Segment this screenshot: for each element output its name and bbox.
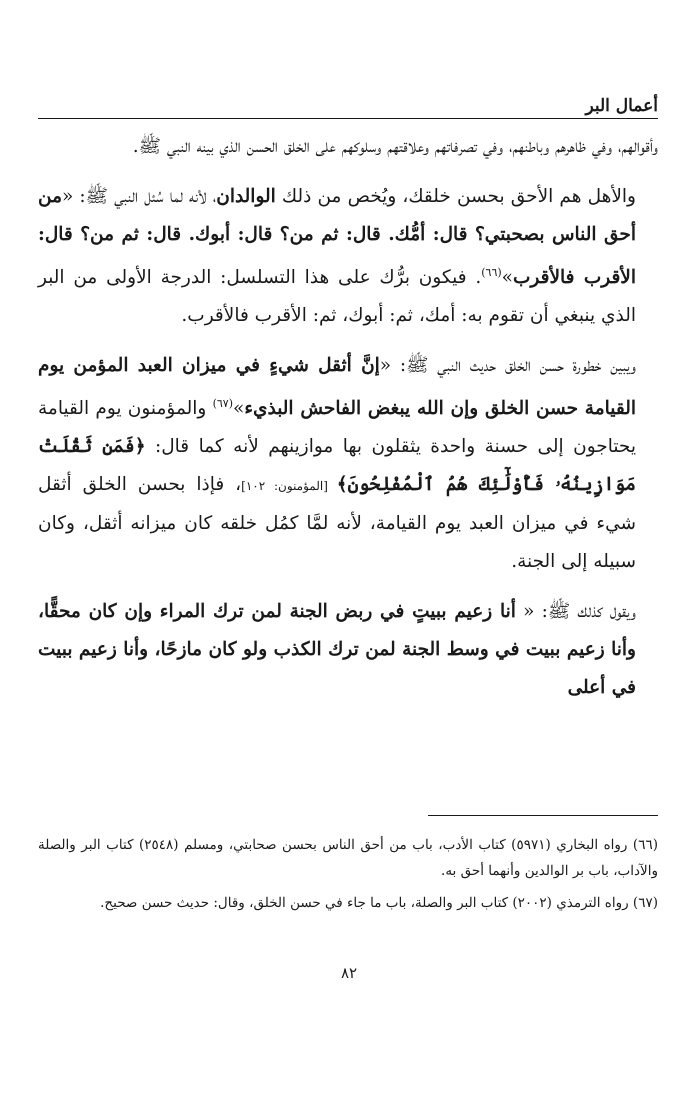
footnote-67: (٦٧) رواه الترمذي (٢٠٠٢) كتاب البر والصلة، باب ما جاء في حسن الخلق، وقال: حديث حسن صحيح. — [100, 895, 658, 911]
footnote-divider — [428, 815, 658, 816]
paragraph-1 — [38, 128, 658, 166]
paragraph-4 — [38, 593, 658, 707]
paragraph-2-text-2: ، لأنه لما سُئل النبي ﷺ: « — [62, 186, 217, 207]
page-number: ٨٢ — [340, 964, 358, 982]
hadith-heaviest-deed: إنَّ أثقل شيءٍ في ميزان العبد المؤمن يوم القيامة حسن الخلق وإن الله يبغض الفاحش البذيء — [38, 355, 636, 420]
verse-reference: [المؤمنون: ١٠٢] — [241, 479, 337, 494]
hadith-house-in-paradise: أنا زعيم ببيتٍ في ربض الجنة لمن ترك المراء وإن كان محقًّا، وأنا زعيم ببيت في وسط الجنة لمن ترك الكذب ولو كان مازحًا، وأنا زعيم ببيت في أعلى — [38, 601, 636, 699]
paragraph-3-text-4: ، فإذا بحسن الخلق أثقل شيء في ميزان العبد يوم القيامة، لأنه لمَّا كمُل خلقه كان ميزانه أثقل، وكان سبيله إلى الجنة. — [38, 474, 636, 573]
header-title: أعمال البر — [585, 96, 658, 116]
main-text — [38, 128, 658, 707]
paragraph-3 — [38, 347, 658, 581]
footnote-66: (٦٦) رواه البخاري (٥٩٧١) كتاب الأدب، باب من أحق الناس بحسن صحابتي، ومسلم (٢٥٤٨) كتاب البر والصلة والآداب، باب بر الوالدين وأنهما أحق به. — [38, 837, 658, 879]
paragraph-3-text-2: » — [232, 398, 245, 420]
paragraph-3-text-3: والمؤمنون يوم القيامة يحتاجون إلى حسنة واحدة يثقلون بها موازينهم لأنه كما قال: — [38, 398, 636, 458]
paragraph-4-text-1: ويقول كذلك ﷺ: « — [515, 601, 636, 623]
paragraph-3-text-1: ويبين خطورة حسن الخلق حديث النبي ﷺ: « — [379, 355, 636, 377]
paragraph-2-text-3: » — [501, 267, 513, 289]
quran-verse: ﴿فَمَن ثَقُلَتْ مَوَازِينُهُۥ فَأُوْلَٰٓئِكَ هُمُ ٱلْمُفْلِحُونَ﴾ — [38, 436, 636, 496]
footnote-marker-67: (٦٧) — [212, 397, 233, 411]
footnote-marker-66: (٦٦) — [481, 266, 502, 279]
footnotes — [38, 832, 658, 922]
paragraph-2-text-1: والأهل هم الأحق بحسن خلقك، ويُخص من ذلك — [275, 186, 636, 207]
paragraph-1-text: وأقوالهم، وفي ظاهرهم وباطنهم، وفي تصرفاتهم وعلاقتهم وسلوكهم على الخلق الحسن الذي بينه النبي ﷺ. — [132, 136, 658, 157]
paragraph-2-text-4: . فيكون برُّك على هذا التسلسل: الدرجة الأولى من البر الذي ينبغي أن تقوم به: أمك، ثم: أبوك، ثم: الأقرب فالأقرب. — [38, 267, 636, 327]
parents-term: الوالدان — [216, 186, 276, 207]
running-header — [38, 96, 658, 119]
hadith-companionship: من أحق الناس بصحبتي؟ قال: أمُّك. قال: ثم من؟ قال: أبوك. قال: ثم من؟ قال: الأقرب فالأقرب — [38, 186, 636, 289]
paragraph-2 — [38, 178, 658, 335]
